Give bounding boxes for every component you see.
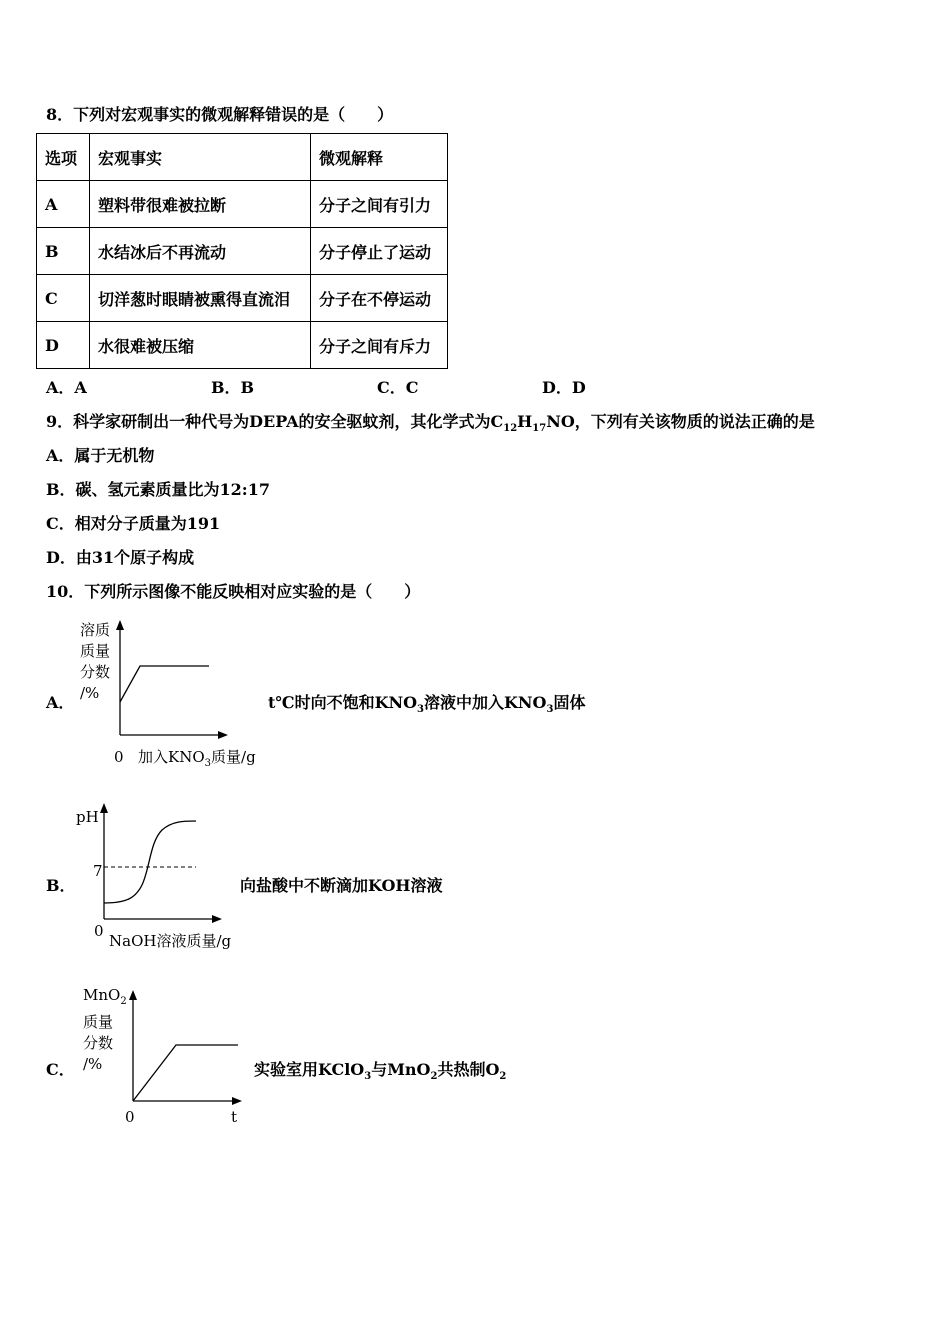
- q9-stem: 9．科学家研制出一种代号为DEPA的安全驱蚊剂，其化学式为$C_{12}H_{17}NO$，下列有关该物质的说法正确的是: [46, 412, 815, 435]
- q8-option-d[interactable]: D．D: [542, 378, 586, 397]
- table-cell: 分子停止了运动: [311, 228, 448, 275]
- q9-option-b[interactable]: B．碳、氢元素质量比为12:17: [46, 480, 270, 499]
- table-cell: B: [37, 228, 90, 275]
- x-axis-arrow: [232, 1097, 242, 1105]
- q10-b-x-axis-label: NaOH溶液质量/g: [109, 932, 232, 950]
- table-cell: 分子之间有斥力: [311, 322, 448, 369]
- q10-c-x-axis-label: t: [231, 1108, 238, 1126]
- q9-option-c[interactable]: C．相对分子质量为191: [46, 514, 221, 533]
- q10-b-tick-7: 7: [93, 862, 103, 880]
- table-cell: 切洋葱时眼睛被熏得直流泪: [90, 275, 311, 322]
- table-cell: D: [37, 322, 90, 369]
- q10-b-origin: 0: [94, 922, 104, 940]
- q9-option-d[interactable]: D．由31个原子构成: [46, 548, 195, 567]
- q10-b-label[interactable]: B．: [46, 876, 76, 895]
- q10-stem: 10．下列所示图像不能反映相对应实验的是（ ）: [46, 582, 421, 601]
- table-cell: 水结冰后不再流动: [90, 228, 311, 275]
- curve: [133, 1045, 238, 1101]
- q10-c-origin: 0: [125, 1108, 135, 1126]
- header-option: 选项: [37, 134, 90, 181]
- table-cell: A: [37, 181, 90, 228]
- q10-a-label[interactable]: A．: [46, 693, 75, 712]
- y-axis-arrow: [129, 990, 137, 1000]
- table-cell: 分子在不停运动: [311, 275, 448, 322]
- table-cell: 塑料带很难被拉断: [90, 181, 311, 228]
- q10-c-label[interactable]: C．: [46, 1060, 75, 1079]
- q10-a-x-axis-label: 加入$KNO_3$质量/g: [138, 748, 256, 769]
- q10-b-desc: 向盐酸中不断滴加KOH溶液: [240, 876, 443, 895]
- header-micro-explanation: 微观解释: [311, 134, 448, 181]
- q10-a-desc: t℃时向不饱和$KNO_3$溶液中加入$KNO_3$固体: [268, 693, 586, 716]
- q8-option-c[interactable]: C．C: [377, 378, 419, 397]
- table-cell: 水很难被压缩: [90, 322, 311, 369]
- table-cell: 分子之间有引力: [311, 181, 448, 228]
- q9-option-a[interactable]: A．属于无机物: [46, 446, 155, 465]
- q10-a-y-axis-label: 溶质 质量 分数 /%: [80, 621, 111, 702]
- q8-stem: 8．下列对宏观事实的微观解释错误的是（ ）: [46, 105, 394, 124]
- table-cell: C: [37, 275, 90, 322]
- q10-a-origin: 0: [114, 748, 124, 766]
- q8-option-a[interactable]: A．A: [46, 378, 87, 397]
- q10-c-y-axis-label: MnO$_2$ 质量 分数 /%: [83, 986, 127, 1073]
- q8-option-b[interactable]: B．B: [211, 378, 255, 397]
- q10-c-desc: 实验室用KClO$_3$与MnO$_2$共热制$O_2$: [254, 1060, 507, 1083]
- header-macro-fact: 宏观事实: [90, 134, 311, 181]
- q10-b-y-axis-label: pH: [76, 808, 99, 826]
